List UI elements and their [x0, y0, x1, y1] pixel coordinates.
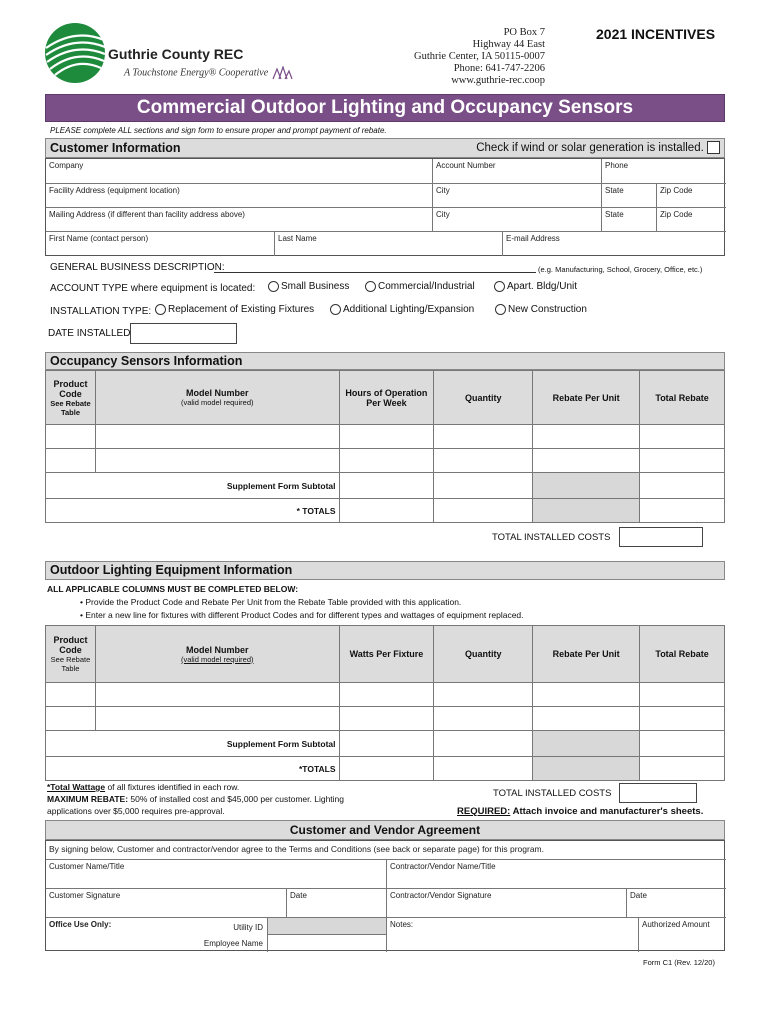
radio-icon: [155, 304, 166, 315]
email-field[interactable]: E-mail Address: [506, 234, 560, 243]
wattage-note: *Total Wattage of all fixtures identified in each row. MAXIMUM REBATE: 50% of installed cost and $45,000 per customer. Lighting applications over $5,000 requires pre-approval.: [47, 782, 345, 816]
mailing-city-field[interactable]: City: [433, 208, 602, 232]
account-number-field[interactable]: Account Number: [433, 159, 602, 184]
business-desc-hint: (e.g. Manufacturing, School, Grocery, Office, etc.): [538, 265, 703, 274]
out-col-product-code: Product Code See Rebate Table: [46, 626, 96, 683]
company-field[interactable]: Company: [46, 159, 433, 184]
contractor-date-field[interactable]: Date: [627, 889, 726, 918]
out-col-watts: Watts Per Fixture: [339, 626, 434, 683]
all-columns-note: ALL APPLICABLE COLUMNS MUST BE COMPLETED BELOW:: [47, 584, 299, 594]
radio-icon: [494, 281, 505, 292]
out-totals-label: *TOTALS: [46, 757, 340, 781]
out-col-quantity: Quantity: [434, 626, 533, 683]
installation-type-label: INSTALLATION TYPE:: [50, 306, 152, 317]
out-installed-costs-input[interactable]: [619, 783, 697, 803]
customer-name-field[interactable]: Customer Name/Title: [46, 860, 387, 889]
business-desc-label: GENERAL BUSINESS DESCRIPTION:: [50, 262, 225, 273]
account-type-commercial[interactable]: Commercial/Industrial: [365, 281, 475, 292]
table-row: [46, 707, 725, 731]
employee-name-input[interactable]: [268, 935, 387, 952]
mailing-state-field[interactable]: State: [602, 208, 657, 232]
facility-state-field[interactable]: State: [602, 184, 657, 208]
wind-solar-label: Check if wind or solar generation is installed.: [476, 142, 704, 154]
out-col-model: Model Number (valid model required): [95, 626, 339, 683]
out-col-total: Total Rebate: [640, 626, 725, 683]
instruction-text: PLEASE complete ALL sections and sign form to ensure proper and prompt payment of rebate.: [50, 126, 387, 135]
authorized-amount-field[interactable]: Authorized Amount: [642, 920, 710, 929]
radio-icon: [268, 281, 279, 292]
notes-field[interactable]: Notes:: [387, 918, 639, 952]
last-name-field[interactable]: Last Name: [275, 232, 503, 256]
agreement-statement: By signing below, Customer and contractor/vendor agree to the Terms and Conditions (see back or separate page) for this program.: [46, 841, 726, 860]
radio-icon: [495, 304, 506, 315]
radio-icon: [365, 281, 376, 292]
date-installed-input[interactable]: [130, 323, 237, 344]
office-use-label: Office Use Only: Utility ID Employee Name: [46, 918, 268, 952]
required-note: REQUIRED: Attach invoice and manufacturer's sheets.: [457, 806, 704, 817]
customer-signature-field[interactable]: Customer Signature: [46, 889, 287, 918]
utility-id-input[interactable]: [268, 918, 387, 935]
outdoor-table: [45, 625, 725, 781]
account-type-apartment[interactable]: Apart. Bldg/Unit: [494, 281, 577, 292]
contractor-signature-field[interactable]: Contractor/Vendor Signature: [387, 889, 627, 918]
cooperative-logo: [44, 22, 106, 84]
org-tagline: A Touchstone Energy® Cooperative: [124, 66, 293, 80]
mailing-zip-field[interactable]: Zip Code: [657, 208, 726, 232]
agreement-grid: [45, 840, 725, 951]
installation-replacement[interactable]: Replacement of Existing Fixtures: [155, 304, 314, 315]
installation-new-construction[interactable]: New Construction: [495, 304, 587, 315]
customer-date-field[interactable]: Date: [287, 889, 387, 918]
contractor-name-field[interactable]: Contractor/Vendor Name/Title: [387, 860, 726, 889]
occ-col-rebate-unit: Rebate Per Unit: [533, 371, 640, 425]
installation-additional[interactable]: Additional Lighting/Expansion: [330, 304, 474, 315]
out-col-rebate-unit: Rebate Per Unit: [533, 626, 640, 683]
occ-col-hours: Hours of Operation Per Week: [339, 371, 434, 425]
year-label: 2021 INCENTIVES: [596, 26, 716, 42]
occ-subtotal-label: Supplement Form Subtotal: [46, 473, 340, 499]
radio-icon: [330, 304, 341, 315]
occupancy-section-header: Occupancy Sensors Information: [45, 352, 725, 370]
account-type-small-business[interactable]: Small Business: [268, 281, 349, 292]
mailing-address-block: PO Box 7 Highway 44 East Guthrie Center, IA 50115-0007 Phone: 641-747-2206 www.guthrie-rec.coop: [414, 27, 545, 86]
outdoor-section-header: Outdoor Lighting Equipment Information: [45, 561, 725, 580]
wind-solar-checkbox[interactable]: [707, 141, 720, 154]
occupancy-table: [45, 370, 725, 523]
occ-col-quantity: Quantity: [434, 371, 533, 425]
table-row: [46, 683, 725, 707]
table-row: [46, 425, 725, 449]
facility-zip-field[interactable]: Zip Code: [657, 184, 726, 208]
facility-address-field[interactable]: Facility Address (equipment location): [46, 184, 433, 208]
occ-installed-costs-label: TOTAL INSTALLED COSTS: [492, 532, 611, 543]
business-desc-input[interactable]: [214, 272, 536, 273]
customer-info-grid: [45, 158, 725, 256]
facility-city-field[interactable]: City: [433, 184, 602, 208]
form-id: Form C1 (Rev. 12/20): [643, 958, 715, 967]
out-subtotal-label: Supplement Form Subtotal: [46, 731, 340, 757]
occ-installed-costs-input[interactable]: [619, 527, 703, 547]
form-title: Commercial Outdoor Lighting and Occupancy Sensors: [45, 94, 725, 122]
occ-col-model: Model Number (valid model required): [95, 371, 339, 425]
occ-totals-label: * TOTALS: [46, 499, 340, 523]
org-name: Guthrie County REC: [108, 46, 244, 62]
phone-field[interactable]: Phone: [602, 159, 726, 184]
outdoor-bullet-2: • Enter a new line for fixtures with different Product Codes and for different types and wattages of equipment replaced.: [80, 610, 524, 620]
account-type-label: ACCOUNT TYPE where equipment is located:: [50, 283, 256, 294]
occ-col-total: Total Rebate: [640, 371, 725, 425]
agreement-section-header: Customer and Vendor Agreement: [45, 820, 725, 840]
first-name-field[interactable]: First Name (contact person): [46, 232, 275, 256]
date-installed-label: DATE INSTALLED: [48, 328, 131, 339]
outdoor-bullet-1: • Provide the Product Code and Rebate Per Unit from the Rebate Table provided with this application.: [80, 597, 462, 607]
touchstone-icon: [271, 66, 293, 80]
out-installed-costs-label: TOTAL INSTALLED COSTS: [493, 788, 612, 799]
occ-col-product-code: Product Code See Rebate Table: [46, 371, 96, 425]
table-row: [46, 449, 725, 473]
customer-section-header: Customer Information Check if wind or solar generation is installed.: [45, 138, 725, 158]
mailing-address-field[interactable]: Mailing Address (if different than facility address above): [46, 208, 433, 232]
